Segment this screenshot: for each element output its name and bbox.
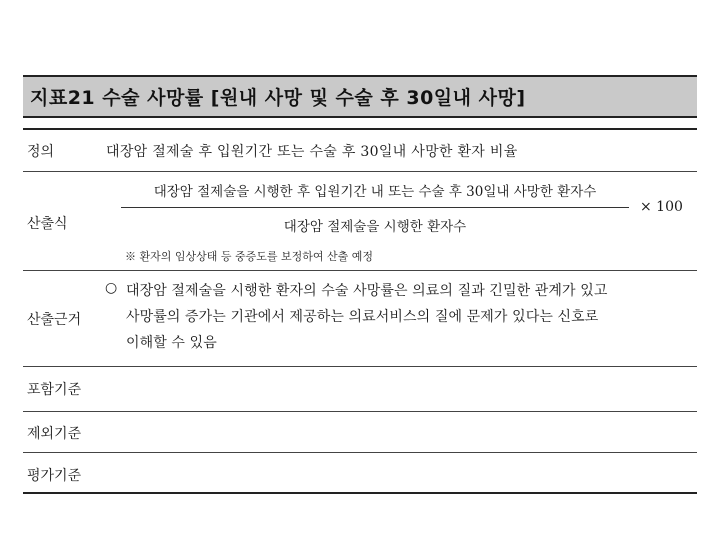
formula-note: ※ 환자의 임상상태 등 중증도를 보정하여 산출 예정: [125, 250, 373, 263]
basis-line-3: 이해할 수 있음: [126, 335, 217, 351]
formula-numerator: 대장암 절제술을 시행한 후 입원기간 내 또는 수술 후 30일내 사망한 환자수: [153, 184, 597, 200]
definition-text: 대장암 절제술 후 입원기간 또는 수술 후 30일내 사망한 환자 비율: [106, 144, 518, 160]
formula-denominator: 대장암 절제술을 시행한 환자수: [283, 219, 467, 235]
basis-label: 산출근거: [27, 312, 82, 328]
indicator-table: [23, 128, 697, 494]
basis-row: [23, 271, 697, 367]
basis-bullet-icon: ○: [105, 280, 118, 296]
inclusion-label: 포함기준: [27, 382, 82, 398]
basis-line-2: 사망률의 증가는 기관에서 제공하는 의료서비스의 질에 문제가 있다는 신호로: [126, 309, 599, 325]
evaluation-label: 평가기준: [27, 468, 82, 484]
exclusion-label: 제외기준: [27, 426, 82, 442]
formula-row: [23, 172, 697, 271]
definition-label: 정의: [27, 144, 55, 160]
formula-label: 산출식: [27, 216, 68, 232]
fraction-line: [121, 207, 629, 208]
evaluation-row: [23, 453, 697, 494]
definition-row: [23, 130, 697, 172]
basis-line-1: 대장암 절제술을 시행한 환자의 수술 사망률은 의료의 질과 긴밀한 관계가 있고: [126, 283, 608, 299]
formula-multiplier: × 100: [640, 199, 683, 215]
indicator-header: [23, 75, 697, 118]
exclusion-row: [23, 412, 697, 453]
indicator-title: 지표21 수술 사망률 [원내 사망 및 수술 후 30일내 사망]: [30, 87, 526, 109]
inclusion-row: [23, 367, 697, 412]
